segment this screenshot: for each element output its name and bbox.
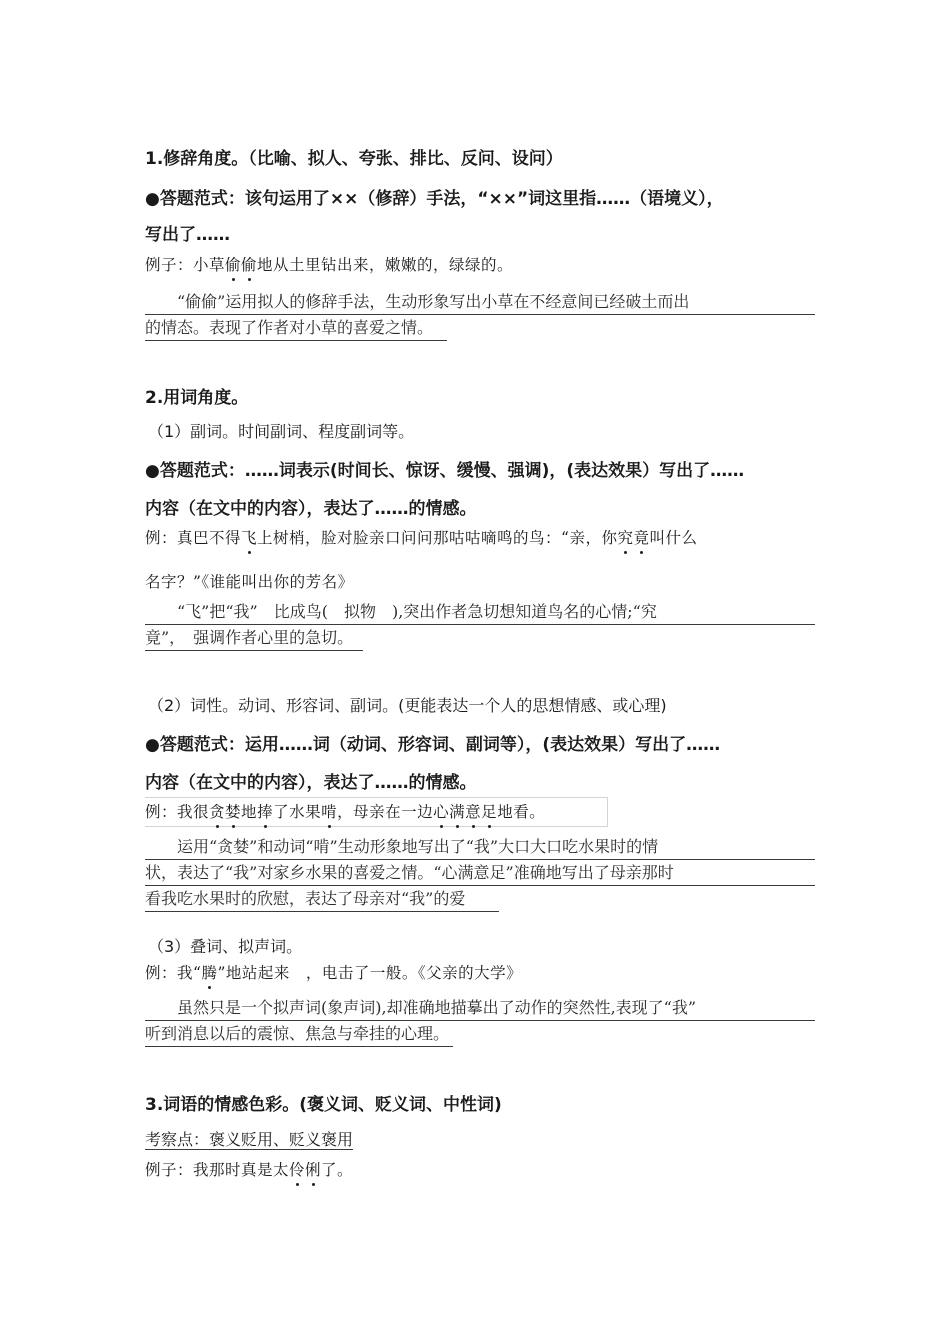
section-1-example: 例子：小草偷偷地从土里钻出来，嫩嫩的，绿绿的。 bbox=[145, 253, 513, 275]
emphasis-dot-word: 俐 bbox=[305, 1158, 321, 1180]
emphasis-dot-word: 究 bbox=[617, 526, 633, 548]
emphasis-dot-word: 腾 bbox=[201, 961, 217, 983]
part-2-title: （2）词性。动词、形容词、副词。(更能表达一个人的思想情感、或心理) bbox=[148, 696, 667, 715]
emphasis-dot-word: 竟 bbox=[633, 526, 649, 548]
part-1-example-line-2: 名字？”《谁能叫出你的芳名》 bbox=[145, 573, 354, 591]
emphasis-dot-word: 满 bbox=[449, 800, 465, 822]
section-1-answer: “偷偷”运用拟人的修辞手法，生动形象写出小草在不经意间已经破土而出 的情态。表现了作者对小草的喜爱之情。 bbox=[145, 289, 815, 341]
part-3-title: （3）叠词、拟声词。 bbox=[148, 937, 303, 956]
section-1-formula-line-2: 写出了…… bbox=[145, 225, 230, 245]
emphasis-dot-word: 贪 bbox=[209, 800, 225, 822]
part-1-formula-line-2: 内容（在文中的内容），表达了……的情感。 bbox=[145, 499, 477, 519]
part-2-answer: 运用“贪婪”和动词“啃”生动形象地写出了“我”大口大口吃水果时的情 状，表达了“我”对家乡水果的喜爱之情。“心满意足”准确地写出了母亲那时 看我吃水果时的欣慰，表达了母亲对“我”的爱 bbox=[145, 834, 815, 912]
emphasis-dot-word: 心 bbox=[433, 800, 449, 822]
part-3-answer: 虽然只是一个拟声词(象声词),却准确地描摹出了动作的突然性,表现了“我” 听到消息以后的震惊、焦急与牵挂的心理。 bbox=[145, 995, 815, 1047]
section-1-heading: 1.修辞角度。（比喻、拟人、夸张、排比、反问、设问） bbox=[145, 149, 563, 169]
emphasis-dot-word: 伶 bbox=[289, 1158, 305, 1180]
part-1-formula-line-1: ●答题范式：……词表示(时间长、惊讶、缓慢、强调)，(表达效果）写出了…… bbox=[145, 461, 745, 481]
section-3-point: 考察点：褒义贬用、贬义褒用 bbox=[145, 1130, 354, 1149]
section-2-heading: 2.用词角度。 bbox=[145, 388, 249, 408]
emphasis-dot-word: 偷 bbox=[225, 253, 241, 275]
emphasis-dot-word: 啃 bbox=[321, 800, 337, 822]
section-3-example: 例子：我那时真是太伶俐了。 bbox=[145, 1158, 353, 1180]
section-1-formula-line-1: ●答题范式：该句运用了××（修辞）手法，“××”词这里指……（语境义）， bbox=[145, 189, 724, 209]
emphasis-dot-word: 飞 bbox=[241, 526, 257, 548]
emphasis-dot-word: 意 bbox=[465, 800, 481, 822]
emphasis-dot-word: 捧 bbox=[257, 800, 273, 822]
part-1-title: （1）副词。时间副词、程度副词等。 bbox=[148, 422, 415, 441]
part-1-answer: “飞”把“我” 比成鸟( 拟物 ),突出作者急切想知道鸟名的心情;“究 竟”， 强调作者心里的急切。 bbox=[145, 599, 815, 651]
part-1-example-line-1: 例：真巴不得飞上树梢，脸对脸亲口问问那咕咕嘀鸣的鸟：“亲，你究竟叫什么 bbox=[145, 526, 698, 548]
emphasis-dot-word: 婪 bbox=[225, 800, 241, 822]
part-2-formula-line-2: 内容（在文中的内容），表达了……的情感。 bbox=[145, 773, 477, 793]
part-2-example: 例：我很贪婪地捧了水果啃，母亲在一边心满意足地看。 bbox=[145, 800, 545, 822]
emphasis-dot-word: 偷 bbox=[241, 253, 257, 275]
part-3-example: 例：我“腾”地站起来 ，电击了一般。《父亲的大学》 bbox=[145, 961, 522, 983]
section-3-heading: 3.词语的情感色彩。(褒义词、贬义词、中性词) bbox=[145, 1095, 502, 1115]
emphasis-dot-word: 足 bbox=[481, 800, 497, 822]
part-2-formula-line-1: ●答题范式：运用……词（动词、形容词、副词等），(表达效果）写出了…… bbox=[145, 735, 721, 755]
